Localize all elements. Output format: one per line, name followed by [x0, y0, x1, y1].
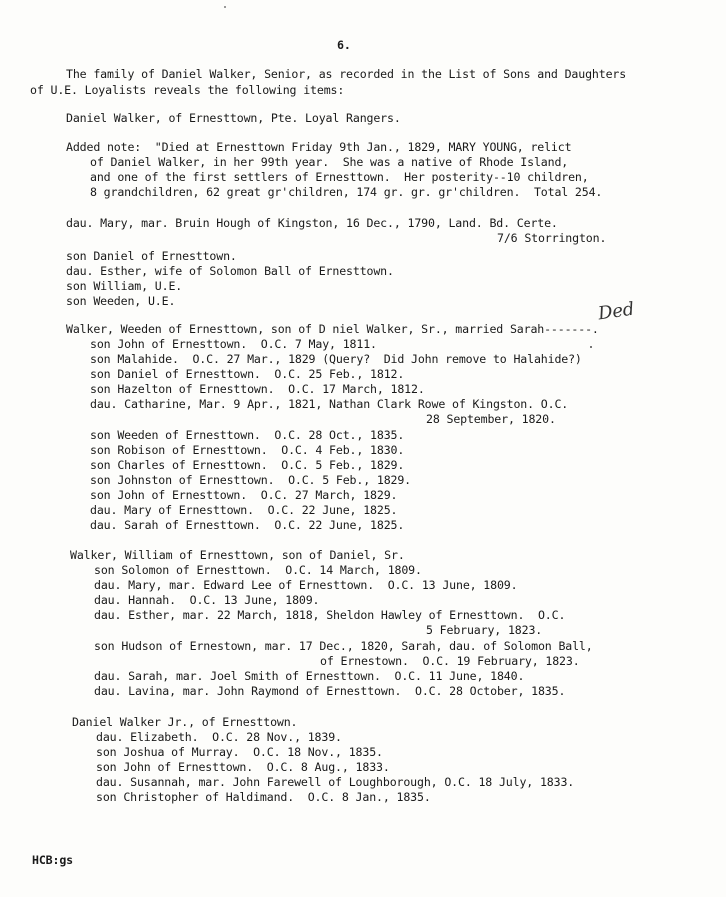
list-item: dau. Hannah. O.C. 13 June, 1809.	[94, 593, 320, 607]
list-item: son Hazelton of Ernesttown. O.C. 17 March, 1812.	[90, 382, 425, 396]
added-note-line-2: of Daniel Walker, in her 99th year. She was a native of Rhode Island,	[90, 155, 569, 169]
list-item: son Weeden of Ernesttown. O.C. 28 Oct., 1835.	[90, 428, 405, 442]
footer-initials: HCB:gs	[32, 853, 73, 867]
list-item: dau. Elizabeth. O.C. 28 Nov., 1839.	[96, 730, 342, 744]
added-note-line-4: 8 grandchildren, 62 great gr'children, 174 gr. gr. gr'children. Total 254.	[90, 185, 603, 199]
list-item: son Christopher of Haldimand. O.C. 8 Jan., 1835.	[96, 790, 431, 804]
list-item: dau. Sarah of Ernesttown. O.C. 22 June, 1825.	[90, 518, 405, 532]
list-item: dau. Sarah, mar. Joel Smith of Ernesttown. O.C. 11 June, 1840.	[94, 669, 525, 683]
entry-mary-hough-cont: 7/6 Storrington.	[497, 231, 607, 245]
scan-mark	[224, 6, 226, 8]
intro-line-2: of U.E. Loyalists reveals the following items:	[30, 83, 345, 97]
list-item-cont: 5 February, 1823.	[426, 623, 543, 637]
added-note-line-1: Added note: "Died at Ernesttown Friday 9th Jan., 1829, MARY YOUNG, relict	[66, 140, 572, 154]
list-item: son Joshua of Murray. O.C. 18 Nov., 1835.	[96, 745, 383, 759]
page-number: 6.	[337, 38, 351, 52]
list-item: son Charles of Ernesttown. O.C. 5 Feb., 1829.	[90, 458, 405, 472]
entry-mary-hough: dau. Mary, mar. Bruin Hough of Kingston, 16 Dec., 1790, Land. Bd. Certe.	[66, 216, 558, 230]
list-item: son Johnston of Ernesttown. O.C. 5 Feb., 1829.	[90, 473, 412, 487]
intro-line-1: The family of Daniel Walker, Senior, as recorded in the List of Sons and Daughters	[66, 67, 627, 81]
daniel-jr-heading: Daniel Walker Jr., of Ernesttown.	[72, 715, 298, 729]
added-note-line-3: and one of the first settlers of Ernesttown. Her posterity--10 children,	[90, 170, 589, 184]
list-item: son Malahide. O.C. 27 Mar., 1829 (Query? Did John remove to Halahide?)	[90, 352, 582, 366]
list-item: dau. Mary, mar. Edward Lee of Ernesttown. O.C. 13 June, 1809.	[94, 578, 518, 592]
list-item-cont: of Ernestown. O.C. 19 February, 1823.	[320, 654, 580, 668]
william-heading: Walker, William of Ernesttown, son of Daniel, Sr.	[70, 548, 405, 562]
list-item: dau. Esther, mar. 22 March, 1818, Sheldon Hawley of Ernesttown. O.C.	[94, 608, 566, 622]
weeden-heading: Walker, Weeden of Ernesttown, son of D niel Walker, Sr., married Sarah-------.	[66, 322, 599, 336]
list-item: dau. Mary of Ernesttown. O.C. 22 June, 1825.	[90, 503, 398, 517]
daniel-sr-heading: Daniel Walker, of Ernesttown, Pte. Loyal Rangers.	[66, 111, 401, 125]
list-item-cont: 28 September, 1820.	[426, 412, 556, 426]
list-item: son William, U.E.	[66, 279, 183, 293]
list-item: son Daniel of Ernesttown.	[66, 249, 237, 263]
list-item: dau. Esther, wife of Solomon Ball of Ernesttown.	[66, 264, 394, 278]
list-item: son John of Ernesttown. O.C. 7 May, 1811.	[90, 337, 377, 351]
list-item: son Daniel of Ernesttown. O.C. 25 Feb., 1812.	[90, 367, 405, 381]
list-item: son Solomon of Ernesttown. O.C. 14 March, 1809.	[94, 563, 422, 577]
list-item: dau. Susannah, mar. John Farewell of Loughborough, O.C. 18 July, 1833.	[96, 775, 575, 789]
list-item: dau. Lavina, mar. John Raymond of Ernesttown. O.C. 28 October, 1835.	[94, 684, 566, 698]
list-item: son John of Ernesttown. O.C. 8 Aug., 1833.	[96, 760, 390, 774]
list-item: son John of Ernesttown. O.C. 27 March, 1829.	[90, 488, 398, 502]
list-item: son Robison of Ernesttown. O.C. 4 Feb., 1830.	[90, 443, 405, 457]
handwritten-annotation: Ded	[596, 298, 636, 325]
list-item: dau. Catharine, Mar. 9 Apr., 1821, Nathan Clark Rowe of Kingston. O.C.	[90, 397, 569, 411]
list-item: son Weeden, U.E.	[66, 294, 176, 308]
scan-mark	[590, 346, 592, 348]
list-item: son Hudson of Ernestown, mar. 17 Dec., 1820, Sarah, dau. of Solomon Ball,	[94, 639, 593, 653]
